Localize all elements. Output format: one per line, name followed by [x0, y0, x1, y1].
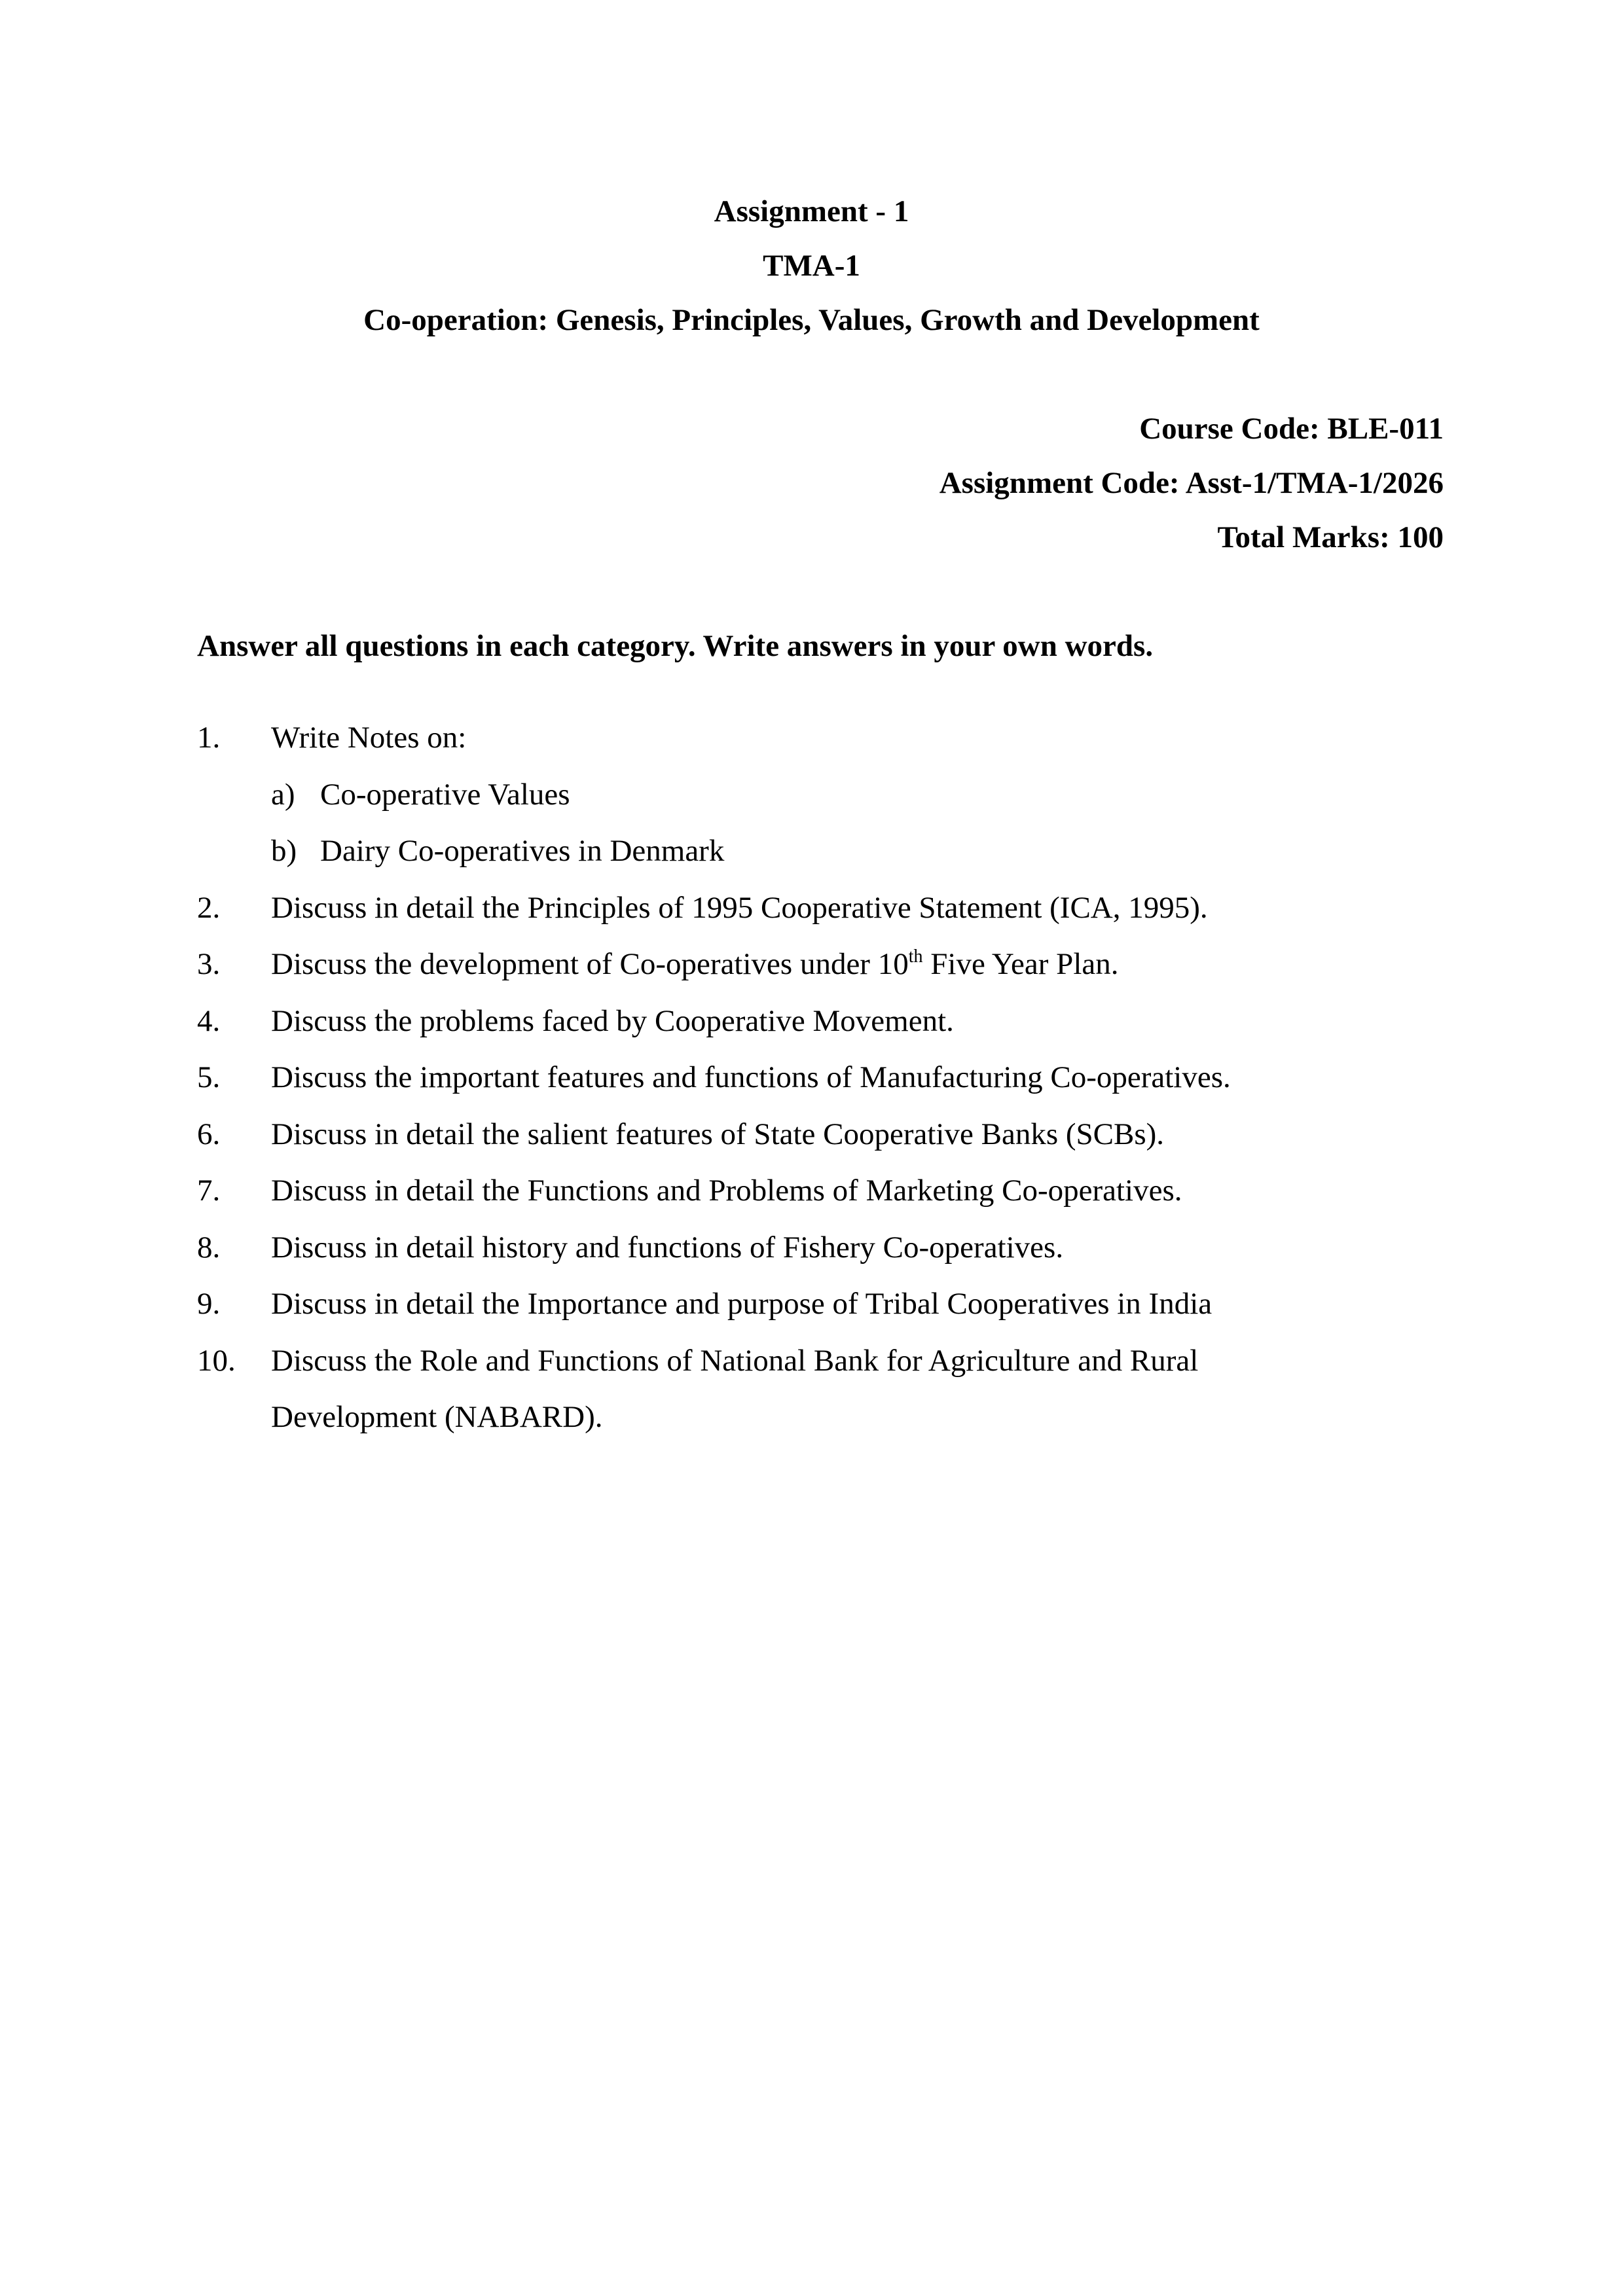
question-text: Discuss the Role and Functions of National Bank for Agriculture and Rural [271, 1344, 1199, 1378]
sub-item-label: a) [271, 778, 295, 812]
assignment-code: Assignment Code: Asst-1/TMA-1/2026 [939, 466, 1444, 500]
question-text: Discuss in detail the Principles of 1995 Cooperative Statement (ICA, 1995). [271, 891, 1208, 925]
course-title: Co-operation: Genesis, Principles, Values, Growth and Development [363, 303, 1260, 337]
question-text: Discuss the important features and functions of Manufacturing Co-operatives. [271, 1060, 1231, 1094]
superscript: th [908, 946, 923, 967]
question-text: Discuss in detail the salient features of State Cooperative Banks (SCBs). [271, 1117, 1165, 1151]
assignment-title: Assignment - 1 [714, 194, 909, 228]
question-text: Discuss in detail the Functions and Problems of Marketing Co-operatives. [271, 1174, 1182, 1208]
sub-item-label: b) [271, 834, 297, 868]
question-number: 1. [197, 721, 221, 755]
instructions: Answer all questions in each category. Write answers in your own words. [197, 629, 1154, 663]
question-text-part: Five Year Plan. [922, 947, 1119, 981]
question-number: 8. [197, 1230, 221, 1265]
question-number: 3. [197, 947, 221, 981]
total-marks: Total Marks: 100 [1217, 520, 1444, 554]
question-text [271, 944, 1118, 984]
question-text: Write Notes on: [271, 721, 467, 755]
question-text-part: Discuss the development of Co-operatives under 10 [271, 947, 909, 981]
question-number: 4. [197, 1004, 221, 1038]
question-text: Discuss in detail history and functions of Fishery Co-operatives. [271, 1230, 1064, 1265]
question-text: Discuss the problems faced by Cooperative Movement. [271, 1004, 954, 1038]
question-number: 7. [197, 1174, 221, 1208]
question-number: 10. [197, 1344, 236, 1378]
question-number: 2. [197, 891, 221, 925]
question-number: 9. [197, 1287, 221, 1321]
question-number: 6. [197, 1117, 221, 1151]
question-number: 5. [197, 1060, 221, 1094]
question-text: Discuss in detail the Importance and purpose of Tribal Cooperatives in India [271, 1287, 1213, 1321]
tma-label: TMA-1 [763, 249, 860, 283]
course-code: Course Code: BLE-011 [1139, 412, 1444, 446]
question-text-continued: Development (NABARD). [271, 1400, 603, 1434]
sub-item-text: Dairy Co-operatives in Denmark [320, 834, 725, 868]
sub-item-text: Co-operative Values [320, 778, 570, 812]
